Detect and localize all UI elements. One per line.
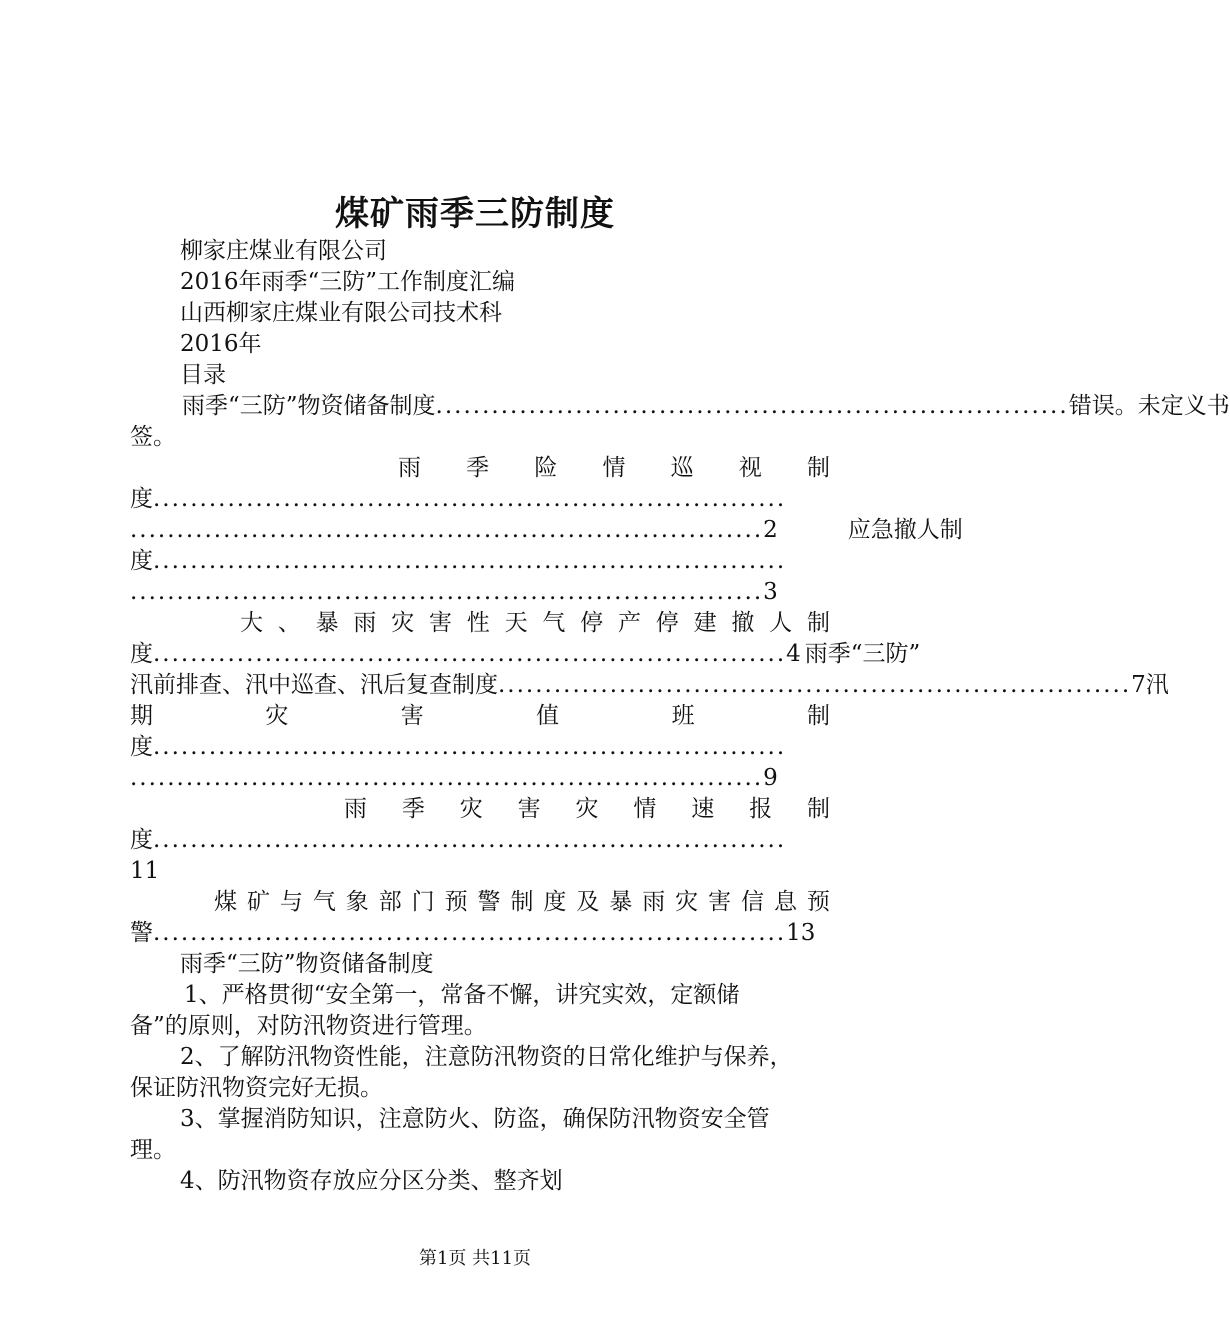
paragraph-1-line-2: 备”的原则，对防汛物资进行管理。 xyxy=(130,1013,487,1039)
toc-spread-char: 情 xyxy=(633,796,657,822)
toc-spread-char: 气 xyxy=(542,610,566,636)
toc-spread-char: 与 xyxy=(279,889,303,915)
toc-item-7-prefix: 度 xyxy=(130,827,153,853)
document-title: 煤矿雨季三防制度 xyxy=(335,194,615,234)
compilation-title: 2016年雨季“三防”工作制度汇编 xyxy=(180,269,516,295)
toc-spread-char: 值 xyxy=(536,703,560,729)
toc-spread-char: 雨 xyxy=(344,796,367,822)
toc-spread-char: 制 xyxy=(806,610,830,636)
toc-item-8-page: 13 xyxy=(786,920,816,946)
toc-spread-char: 制 xyxy=(806,455,830,481)
toc-spread-char: 矿 xyxy=(246,889,270,915)
toc-spread-char: 停 xyxy=(655,610,679,636)
toc-spread-char: 季 xyxy=(466,455,490,481)
toc-spread-char: 产 xyxy=(617,610,641,636)
toc-item-8-prefix: 警 xyxy=(130,920,153,946)
toc-leader: .................................................................... xyxy=(130,579,764,605)
toc-item-3-page: 3 xyxy=(763,579,778,605)
toc-item-7-page: 11 xyxy=(130,858,160,884)
toc-item-2-3-line xyxy=(130,514,963,546)
toc-item-4-prefix: 度 xyxy=(130,641,153,667)
toc-spread-char: 建 xyxy=(693,610,717,636)
toc-item-1[interactable] xyxy=(130,390,1230,422)
toc-leader: .................................................................... xyxy=(153,548,787,574)
toc-item-3-spread[interactable] xyxy=(778,514,963,546)
toc-item-1-error: 错误。未定义书 xyxy=(1068,393,1230,419)
paragraph-3-line-1: 3、掌握消防知识，注意防火、防盗，确保防汛物资安全管 xyxy=(180,1106,770,1132)
toc-spread-char: 害 xyxy=(517,796,541,822)
paragraph-2-line-2: 保证防汛物资完好无损。 xyxy=(130,1075,383,1101)
toc-item-3-prefix: 度 xyxy=(130,548,153,574)
toc-item-3-leader-line xyxy=(130,545,830,577)
toc-spread-char: 灾 xyxy=(391,610,415,636)
toc-spread-char: 速 xyxy=(691,796,715,822)
toc-leader: .................................................................... xyxy=(153,920,787,946)
section-title: 雨季“三防”物资储备制度 xyxy=(180,951,434,977)
toc-spread-char: 应 xyxy=(847,517,871,543)
toc-item-7-spread[interactable] xyxy=(130,793,830,825)
toc-spread-char: 及 xyxy=(576,889,600,915)
toc-spread-char: 巡 xyxy=(670,455,694,481)
toc-item-1-title: 雨季“三防”物资储备制度 xyxy=(182,393,436,419)
toc-spread-char: 暴 xyxy=(609,889,633,915)
toc-spread-char: 制 xyxy=(807,796,830,822)
toc-item-2-spread[interactable] xyxy=(130,452,830,484)
toc-spread-char: 气 xyxy=(312,889,336,915)
toc-item-8-leader-line xyxy=(130,917,830,949)
toc-spread-char: 息 xyxy=(773,889,797,915)
paragraph-3-line-2: 理。 xyxy=(130,1137,176,1163)
toc-leader: .................................................................... xyxy=(153,827,787,853)
toc-spread-char: 灾 xyxy=(459,796,483,822)
year-line: 2016年 xyxy=(180,331,262,357)
toc-spread-char: 害 xyxy=(708,889,732,915)
toc-spread-char: 撤 xyxy=(893,517,917,543)
toc-spread-char: 制 xyxy=(806,703,830,729)
company-name: 柳家庄煤业有限公司 xyxy=(180,238,387,264)
toc-item-4-spread[interactable] xyxy=(130,607,830,639)
toc-spread-char: 预 xyxy=(444,889,468,915)
toc-spread-char: 制 xyxy=(510,889,534,915)
toc-item-2-prefix: 度 xyxy=(130,486,153,512)
toc-spread-char: 部 xyxy=(378,889,402,915)
toc-spread-char: 害 xyxy=(400,703,424,729)
toc-heading: 目录 xyxy=(180,362,226,388)
toc-leader: .................................................................... xyxy=(153,641,787,667)
toc-spread-char: 报 xyxy=(749,796,773,822)
toc-spread-char: 季 xyxy=(401,796,425,822)
toc-item-3-page-line xyxy=(130,576,830,608)
toc-spread-char: 人 xyxy=(769,610,793,636)
toc-spread-char: 雨 xyxy=(353,610,377,636)
department-name: 山西柳家庄煤业有限公司技术科 xyxy=(180,300,502,326)
paragraph-4-line-1: 4、防汛物资存放应分区分类、整齐划 xyxy=(180,1168,563,1194)
toc-spread-char: 人 xyxy=(916,517,940,543)
toc-item-2-leader-line xyxy=(130,483,830,515)
toc-spread-char: 情 xyxy=(602,455,626,481)
toc-item-1-tail: 签。 xyxy=(130,424,176,450)
toc-spread-char: 期 xyxy=(130,703,153,729)
toc-leader: .................................................................... xyxy=(130,517,764,543)
toc-spread-char: 灾 xyxy=(675,889,699,915)
toc-spread-char: 门 xyxy=(411,889,435,915)
toc-spread-char: 大 xyxy=(240,610,263,636)
toc-item-5-page: 7 xyxy=(1131,672,1146,698)
toc-spread-char: 视 xyxy=(738,455,762,481)
toc-spread-char: 、 xyxy=(277,610,301,636)
toc-spread-char: 撤 xyxy=(731,610,755,636)
page-footer: 第1页 共11页 xyxy=(418,1248,532,1269)
toc-spread-char: 制 xyxy=(939,517,963,543)
toc-spread-char: 灾 xyxy=(575,796,599,822)
toc-spread-char: 象 xyxy=(345,889,369,915)
toc-item-6-spread[interactable] xyxy=(130,700,830,732)
toc-spread-char: 信 xyxy=(741,889,764,915)
toc-leader: .................................................................... xyxy=(153,734,787,760)
toc-leader: .................................................................... xyxy=(435,393,1069,419)
paragraph-2-line-1: 2、了解防汛物资性能，注意防汛物资的日常化维护与保养， xyxy=(180,1044,793,1070)
toc-item-6-page: 9 xyxy=(763,765,778,791)
toc-item-6-leader-line xyxy=(130,731,830,763)
toc-spread-char: 暴 xyxy=(315,610,339,636)
toc-item-6-prefix: 度 xyxy=(130,734,153,760)
toc-spread-char: 性 xyxy=(466,610,490,636)
toc-item-5-title-2: 汛前排查、汛中巡查、汛后复查制度 xyxy=(130,672,498,698)
toc-spread-char: 险 xyxy=(534,455,558,481)
toc-item-4-leader-line xyxy=(130,638,921,670)
toc-spread-char: 停 xyxy=(580,610,604,636)
toc-leader: .................................................................... xyxy=(153,486,787,512)
toc-leader: .................................................................... xyxy=(130,765,764,791)
toc-spread-char: 灾 xyxy=(265,703,289,729)
paragraph-1-line-1: 1、严格贯彻“安全第一，常备不懈，讲究实效，定额储 xyxy=(184,982,740,1008)
toc-spread-char: 雨 xyxy=(398,455,421,481)
toc-spread-char: 警 xyxy=(477,889,501,915)
toc-item-6-page-line xyxy=(130,762,830,794)
toc-spread-char: 急 xyxy=(870,517,894,543)
toc-spread-char: 雨 xyxy=(642,889,666,915)
toc-item-4-page: 4 xyxy=(786,641,801,667)
toc-spread-char: 预 xyxy=(806,889,830,915)
toc-item-5-line[interactable] xyxy=(130,669,1169,701)
toc-spread-char: 班 xyxy=(671,703,695,729)
toc-item-5-title[interactable]: 雨季“三防” xyxy=(804,641,921,667)
toc-item-8-spread[interactable] xyxy=(130,886,830,918)
toc-spread-char: 天 xyxy=(504,610,528,636)
toc-spread-char: 度 xyxy=(543,889,567,915)
toc-item-7-leader-line xyxy=(130,824,830,856)
toc-spread-char: 害 xyxy=(428,610,452,636)
toc-item-2-page: 2 xyxy=(763,517,778,543)
toc-item-6-start: 汛 xyxy=(1145,672,1169,698)
toc-leader: .................................................................... xyxy=(498,672,1132,698)
toc-spread-char: 煤 xyxy=(214,889,237,915)
